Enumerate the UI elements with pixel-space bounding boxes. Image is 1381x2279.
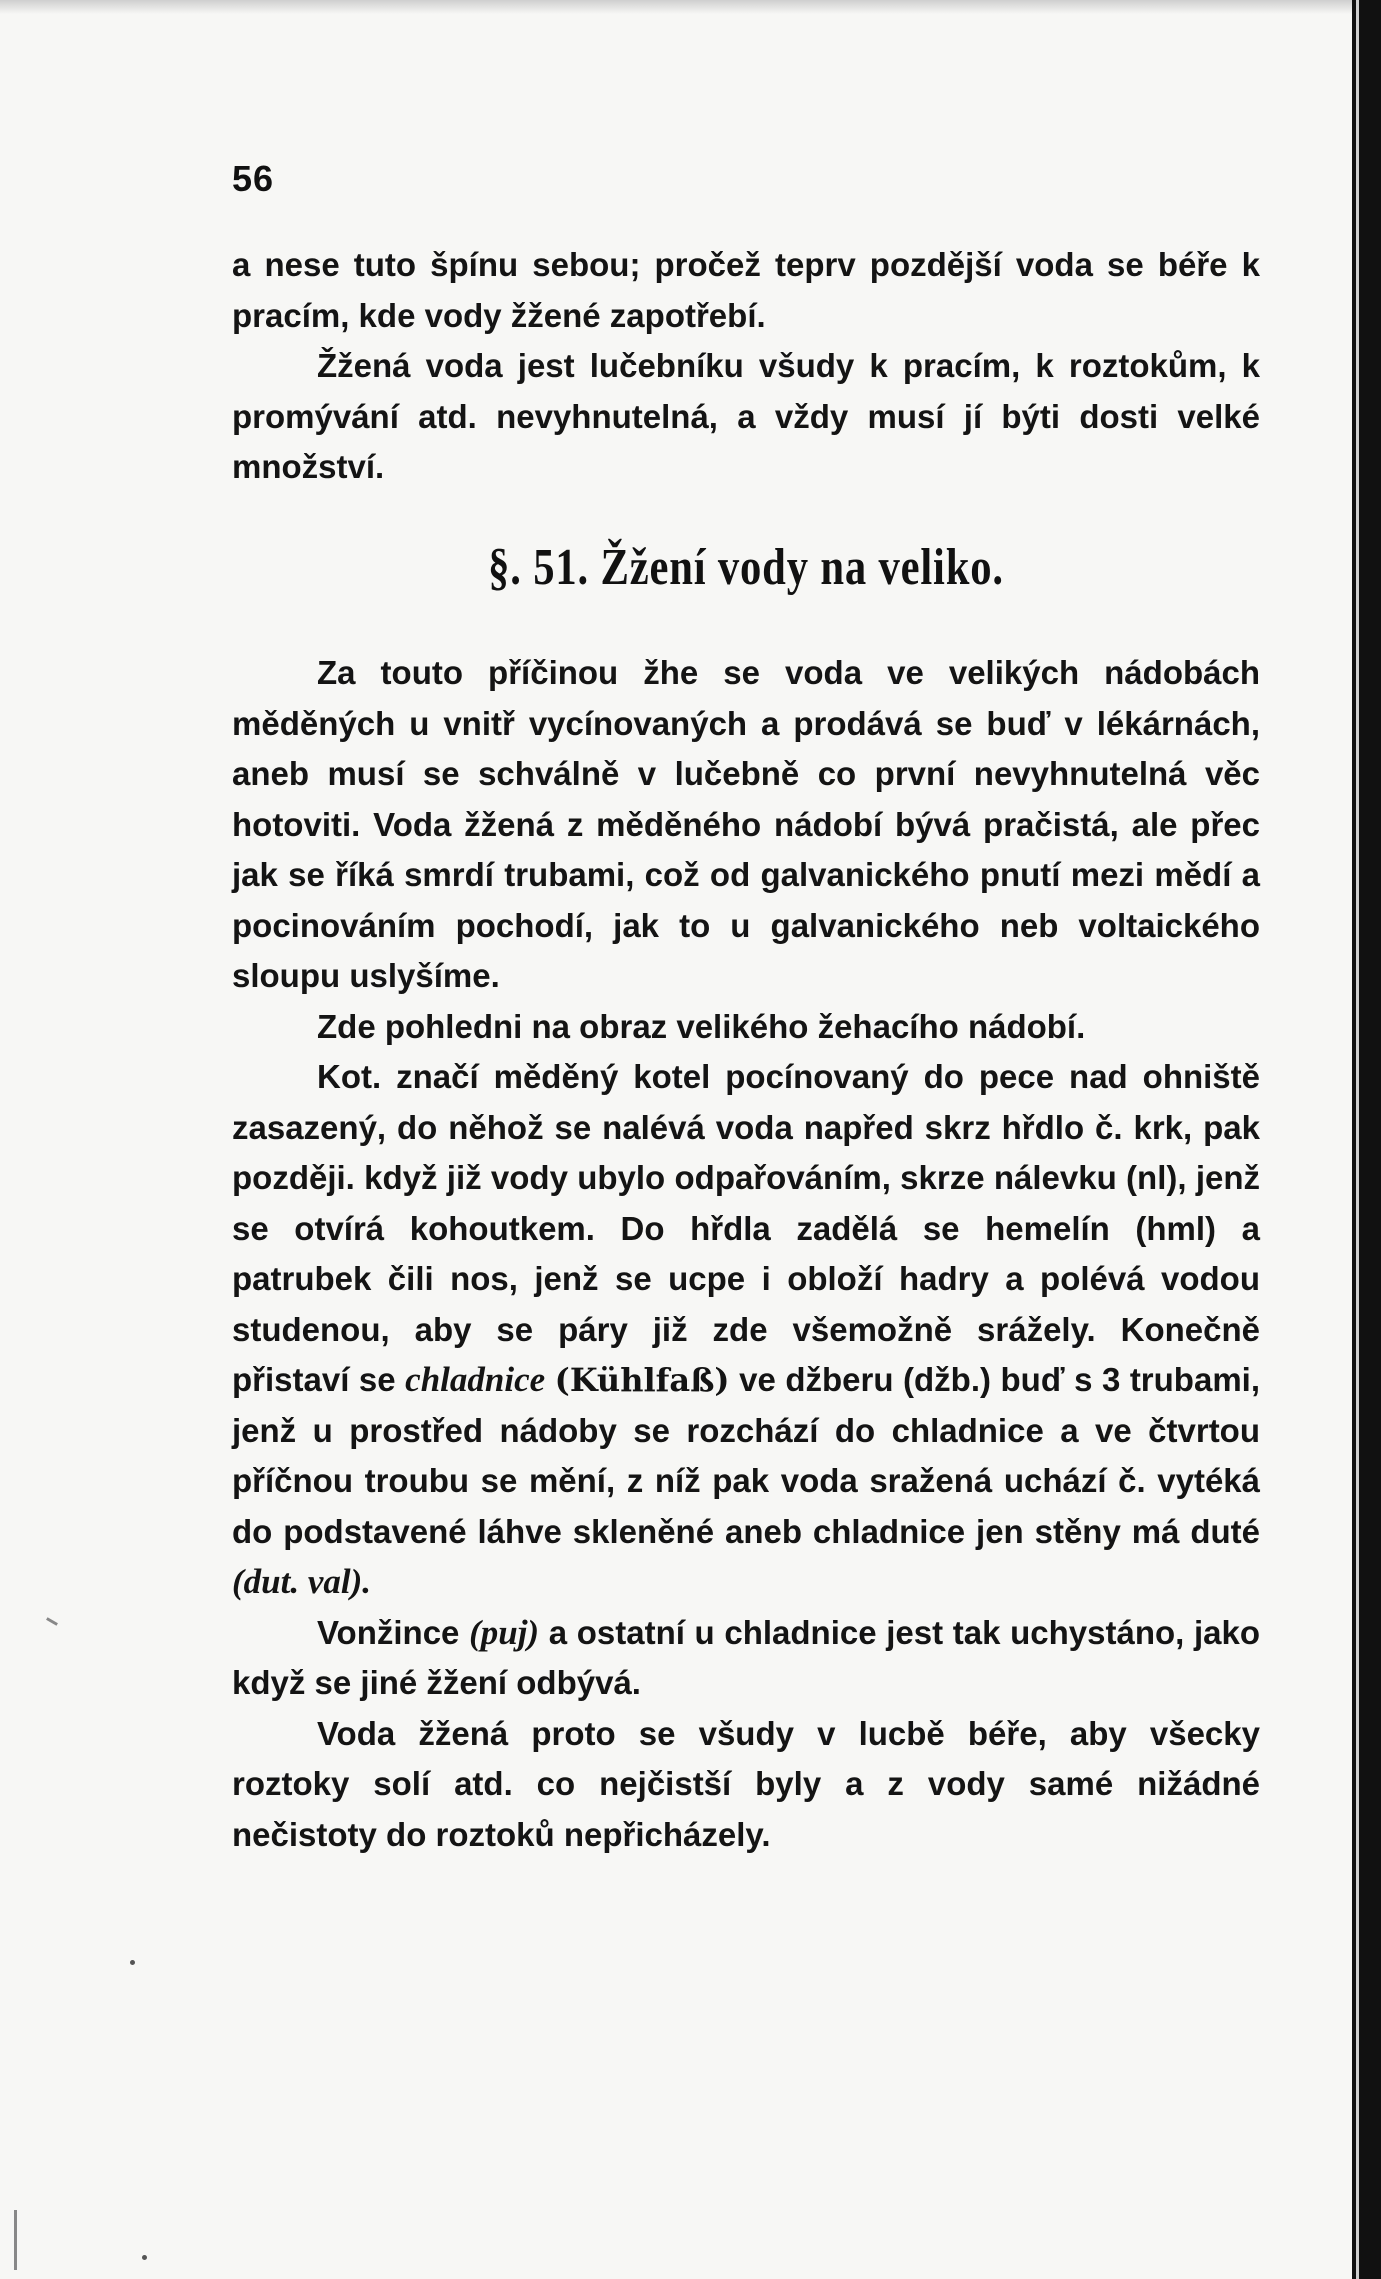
scan-speck (130, 1960, 135, 1965)
section-paragraph-1: Za touto příčinou žhe se voda ve velikých nádobách měděných u vnitř vycínovaných a prodává se buď v lékárnách, aneb musí se schválně v lučebně co první nevyhnutelná věc hotoviti. Voda žžená z měděného nádobí bývá pračistá, ale přec jak se říká smrdí trubami, což od galvanického pnutí mezi mědí a pocinováním pochodí, jak to u galvanického neb voltaického sloupu uslyšíme. (232, 654, 1260, 994)
label-puj: (puj) (469, 1612, 540, 1652)
label-dut-val: (dut. val). (232, 1562, 372, 1601)
section-paragraph-4 (232, 1608, 1260, 1709)
section-paragraph-3 (232, 1052, 1260, 1608)
section-text (232, 648, 1260, 1860)
scan-speck (142, 2255, 147, 2260)
paragraph-3-text-a: Kot. značí měděný kotel pocínovaný do pece nad ohniště zasazený, do něhož se nalévá voda napřed skrz hřdlo č. krk, pak později. když již vody ubylo odpařováním, skrze nálevku (nl), jenž se otvírá kohoutkem. Do hřdla zadělá se hemelín (hml) a patrubek čili nos, jenž se ucpe i obloží hadry a polévá vodou studenou, aby se páry již zde všemožně srážely. Konečně přistaví se (232, 1058, 1260, 1398)
term-chladnice: chladnice (405, 1360, 546, 1399)
section-paragraph-2: Zde pohledni na obraz velikého žehacího nádobí. (317, 1007, 1086, 1045)
paragraph-4-text-b: a ostatní u chladnice jest tak uchystáno, jako když se jiné žžení odbývá. (232, 1613, 1260, 1701)
section-heading: §. 51. Žžení vody na veliko. (488, 539, 1004, 596)
intro-text (232, 240, 1260, 493)
page-top-edge (0, 0, 1352, 14)
term-kuhlfass: (Kühlfaß) (554, 1361, 730, 1399)
intro-paragraph-2: Žžená voda jest lučebníku všudy k pracím, k roztokům, k promývání atd. nevyhnutelná, a vždy musí jí býti dosti velké množství. (232, 347, 1260, 485)
section-paragraph-5: Voda žžená proto se všudy v lucbě béře, aby všecky roztoky solí atd. co nejčistší byly a z vody samé nižádné nečistoty do roztoků nepřicházely. (232, 1714, 1260, 1853)
scan-mark (14, 2210, 17, 2270)
scan-dark-edge (1352, 0, 1381, 2279)
scan-mark (46, 1617, 58, 1626)
page-number: 56 (232, 158, 275, 199)
paragraph-4-text-a: Vonžince (317, 1613, 460, 1651)
paragraph-3-text-b: ve džberu (džb.) buď s 3 trubami, jenž u prostřed nádoby se rozchází do chladnice a ve čtvrtou příčnou troubu se mění, z níž pak voda sražená uchází č. vytéká do podstavené láhve skleněné aneb chladnice jen stěny má duté (232, 1361, 1260, 1550)
intro-paragraph-1: a nese tuto špínu sebou; pročež teprv pozdější voda se béře k pracím, kde vody žžené zapotřebí. (232, 246, 1260, 334)
